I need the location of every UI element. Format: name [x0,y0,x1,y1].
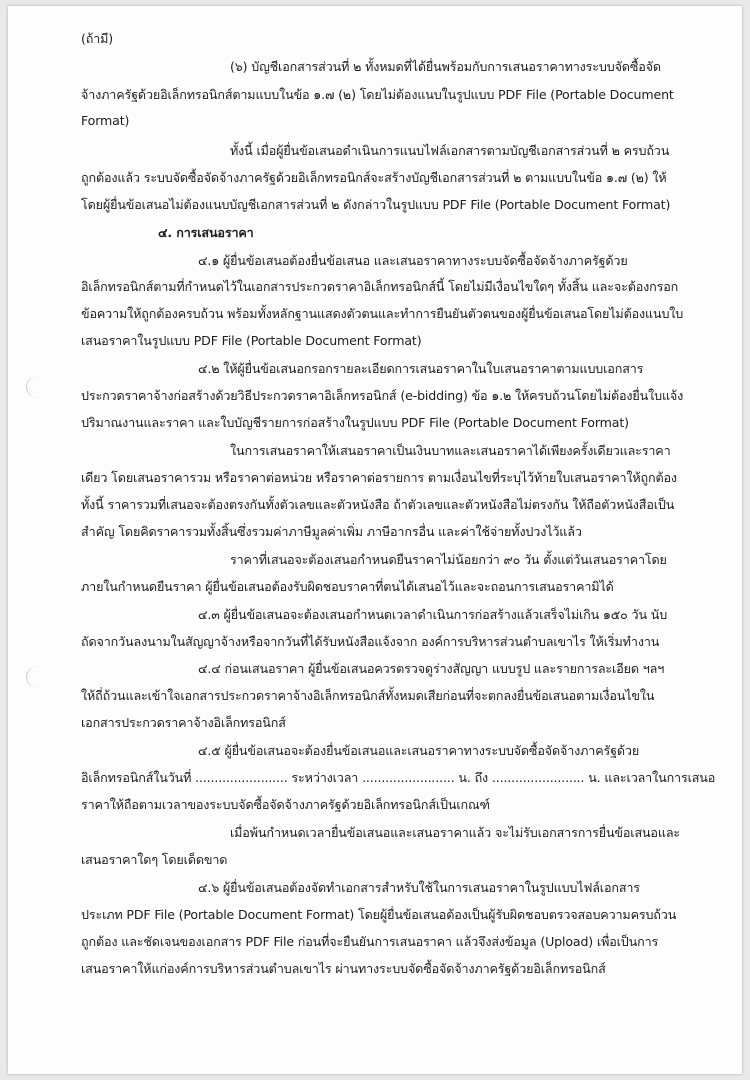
doc-line: ภายในกำหนดยืนราคา ผู้ยื่นข้อเสนอต้องรับผิดชอบราคาที่ตนได้เสนอไว้และจะถอนการเสนอราคามิได้ [81,579,614,594]
doc-line: อิเล็กทรอนิกส์ในวันที่ ........................ ระหว่างเวลา ........................ น. ถึง ........................ น. และเวลาในการเสนอ [81,770,716,785]
doc-line: ประเภท PDF File (Portable Document Format) โดยผู้ยื่นข้อเสนอต้องเป็นผู้รับผิดชอบตรวจสอบความครบถ้วน [81,907,677,922]
doc-line: โดยผู้ยื่นข้อเสนอไม่ต้องแนบบัญชีเอกสารส่วนที่ ๒ ดังกล่าวในรูปแบบ PDF File (Portable Document Format) [81,197,671,212]
punch-hole-mark [26,376,49,398]
doc-line: ๔.๖ ผู้ยื่นข้อเสนอต้องจัดทำเอกสารสำหรับใช้ในการเสนอราคาในรูปแบบไฟล์เอกสาร [198,880,640,895]
doc-line: ๔.๕ ผู้ยื่นข้อเสนอจะต้องยื่นข้อเสนอและเสนอราคาทางระบบจัดซื้อจัดจ้างภาครัฐด้วย [198,743,640,758]
doc-line: เสนอราคาในรูปแบบ PDF File (Portable Document Format) [81,333,422,348]
doc-line: ๔.๓ ผู้ยื่นข้อเสนอจะต้องเสนอกำหนดเวลาดำเนินการก่อสร้างแล้วเสร็จไม่เกิน ๑๕๐ วัน นับ [198,607,668,622]
doc-line: ให้ถี่ถ้วนและเข้าใจเอกสารประกวดราคาจ้างอิเล็กทรอนิกส์ทั้งหมดเสียก่อนที่จะตกลงยื่นข้อเสนอตามเงื่อนไขใน [81,688,655,703]
doc-line: ๔.๔ ก่อนเสนอราคา ผู้ยื่นข้อเสนอควรตรวจดูร่างสัญญา แบบรูป และรายการละเอียด ฯลฯ [198,661,665,676]
doc-line: ถูกต้อง และชัดเจนของเอกสาร PDF File ก่อนที่จะยืนยันการเสนอราคา แล้วจึงส่งข้อมูล (Upload) เพื่อเป็นการ [81,934,659,949]
document-page [8,6,742,1074]
doc-line: เสนอราคาใดๆ โดยเด็ดขาด [81,852,228,867]
doc-line: ทั้งนี้ เมื่อผู้ยื่นข้อเสนอดำเนินการแนบไฟล์เอกสารตามบัญชีเอกสารส่วนที่ ๒ ครบถ้วน [230,143,670,158]
doc-line: ทั้งนี้ ราคารวมที่เสนอจะต้องตรงกันทั้งตัวเลขและตัวหนังสือ ถ้าตัวเลขและตัวหนังสือไม่ตรงกัน ให้ถือตัวหนังสือเป็น [81,497,675,512]
doc-line: จ้างภาครัฐด้วยอิเล็กทรอนิกส์ตามแบบในข้อ ๑.๗ (๒) โดยไม่ต้องแนบในรูปแบบ PDF File (Portable Document [81,87,674,102]
doc-line: (๖) บัญชีเอกสารส่วนที่ ๒ ทั้งหมดที่ได้ยื่นพร้อมกับการเสนอราคาทางระบบจัดซื้อจัด [230,59,661,74]
doc-line: ในการเสนอราคาให้เสนอราคาเป็นเงินบาทและเสนอราคาได้เพียงครั้งเดียวและราคา [230,443,671,458]
doc-line: เอกสารประกวดราคาจ้างอิเล็กทรอนิกส์ [81,715,286,730]
doc-line: ราคาที่เสนอจะต้องเสนอกำหนดยืนราคาไม่น้อยกว่า ๙๐ วัน ตั้งแต่วันเสนอราคาโดย [230,552,667,567]
doc-line: เดียว โดยเสนอราคารวม หรือราคาต่อหน่วย หรือราคาต่อรายการ ตามเงื่อนไขที่ระบุไว้ท้ายใบเสนอราคาให้ถูกต้อง [81,470,677,485]
doc-line: ๔.๑ ผู้ยื่นข้อเสนอต้องยื่นข้อเสนอ และเสนอราคาทางระบบจัดซื้อจัดจ้างภาครัฐด้วย [198,253,628,268]
doc-line: ถัดจากวันลงนามในสัญญาจ้างหรือจากวันที่ได้รับหนังสือแจ้งจาก องค์การบริหารส่วนตำบลเขาไร ให้เริ่มทำงาน [81,634,660,649]
doc-line: เสนอราคาให้แก่องค์การบริหารส่วนตำบลเขาไร ผ่านทางระบบจัดซื้อจัดจ้างภาครัฐด้วยอิเล็กทรอนิกส์ [81,961,606,976]
doc-line: อิเล็กทรอนิกส์ตามที่กำหนดไว้ในเอกสารประกวดราคาอิเล็กทรอนิกส์นี้ โดยไม่มีเงื่อนไขใดๆ ทั้งสิ้น และจะต้องกรอก [81,279,679,294]
doc-line: สำคัญ โดยคิดราคารวมทั้งสิ้นซึ่งรวมค่าภาษีมูลค่าเพิ่ม ภาษีอากรอื่น และค่าใช้จ่ายทั้งปวงไว้แล้ว [81,524,582,539]
doc-line: ๔.๒ ให้ผู้ยื่นข้อเสนอกรอกรายละเอียดการเสนอราคาในใบเสนอราคาตามแบบเอกสาร [198,361,644,376]
doc-line: Format) [81,113,130,128]
doc-line: ราคาให้ถือตามเวลาของระบบจัดซื้อจัดจ้างภาครัฐด้วยอิเล็กทรอนิกส์เป็นเกณฑ์ [81,797,490,812]
section-heading: ๔. การเสนอราคา [158,225,254,240]
doc-line: ปริมาณงานและราคา และใบบัญชีรายการก่อสร้างในรูปแบบ PDF File (Portable Document Format) [81,415,629,430]
doc-line: ถูกต้องแล้ว ระบบจัดซื้อจัดจ้างภาครัฐด้วยอิเล็กทรอนิกส์จะสร้างบัญชีเอกสารส่วนที่ ๒ ตามแบบในข้อ ๑.๗ (๒) ให้ [81,170,667,185]
doc-line: ประกวดราคาจ้างก่อสร้างด้วยวิธีประกวดราคาอิเล็กทรอนิกส์ (e-bidding) ข้อ ๑.๒ ให้ครบถ้วนโดยไม่ต้องยื่นใบแจ้ง [81,388,684,403]
doc-line: เมื่อพ้นกำหนดเวลายื่นข้อเสนอและเสนอราคาแล้ว จะไม่รับเอกสารการยื่นข้อเสนอและ [230,825,680,840]
doc-line: (ถ้ามี) [81,31,114,46]
punch-hole-mark [26,666,49,688]
doc-line: ข้อความให้ถูกต้องครบถ้วน พร้อมทั้งหลักฐานแสดงตัวตนและทำการยืนยันตัวตนของผู้ยื่นข้อเสนอโดยไม่ต้องแนบใบ [81,306,684,321]
